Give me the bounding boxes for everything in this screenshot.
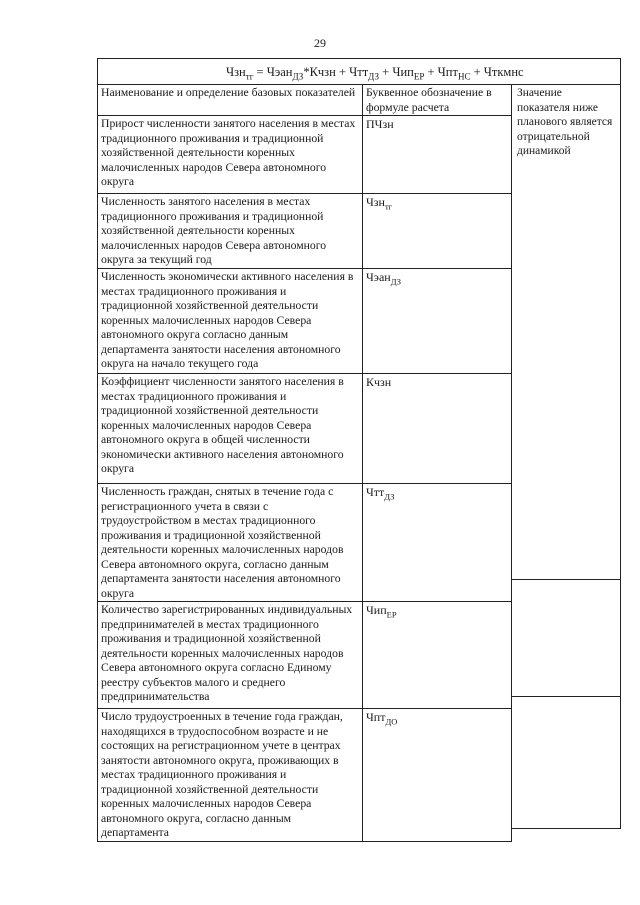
formula-term-2: *Кчзн + Чтт [303, 65, 369, 79]
table-row [98, 269, 512, 374]
indicator-symbol [363, 116, 512, 194]
symbol-sub: тг [384, 201, 393, 212]
value-cell [511, 580, 620, 697]
symbol-text: Чзн [366, 195, 385, 209]
indicators-table [97, 84, 512, 842]
formula-term-3-sub: ЕР [413, 71, 425, 82]
indicator-name: Количество зарегистрированных индивидуальных предпринимателей в местах традиционного проживания и традиционной хозяйственной деятельности коренных малочисленных народов Севера автономного округа согласно Единому реестру субъектов малого и среднего предпринимательства [98, 602, 363, 709]
indicator-name: Численность занятого населения в местах традиционного проживания и традиционной хозяйственной деятельности коренных малочисленных народов Севера автономного округа за текущий год [98, 194, 363, 269]
indicator-symbol [363, 709, 512, 842]
table-row [98, 484, 512, 602]
indicator-name: Численность граждан, снятых в течение года с регистрационного учета в связи с трудоустройством в местах традиционного проживания и традиционной хозяйственной деятельности коренных малочисленных народов Севера автономного округа, согласно данным департамента занятости населения автономного округа [98, 484, 363, 602]
symbol-sub: ЕР [386, 609, 397, 620]
indicator-name: Численность экономически активного населения в местах традиционного проживания и традиционной хозяйственной деятельности коренных малочисленных народов Севера автономного округа согласно данным департамента занятости населения автономного округа на начало текущего года [98, 269, 363, 374]
formula [97, 58, 621, 84]
symbol-text: Кчзн [366, 375, 392, 389]
header-symbol: Буквенное обозначение в формуле расчета [363, 85, 512, 116]
formula-term-4: + Чпт [424, 65, 458, 79]
table-row [98, 374, 512, 484]
symbol-text: ПЧзн [366, 117, 394, 131]
symbol-text: Чпт [366, 710, 386, 724]
formula-lhs: Чзн [226, 65, 246, 79]
value-column [511, 84, 621, 829]
header-value: Значение показателя ниже планового является отрицательной динамикой [511, 85, 620, 580]
indicator-symbol [363, 194, 512, 269]
indicator-name: Прирост численности занятого населения в местах традиционного проживания и традиционной хозяйственной деятельности коренных малочисленных народов Севера автономного округа [98, 116, 363, 194]
header-name: Наименование и определение базовых показателей [98, 85, 363, 116]
table-row [98, 194, 512, 269]
table-row [98, 709, 512, 842]
formula-term-3: + Чип [379, 65, 414, 79]
indicator-symbol [363, 602, 512, 709]
indicator-symbol [363, 484, 512, 602]
table-row [98, 602, 512, 709]
symbol-sub: ДО [385, 716, 398, 727]
indicator-name: Число трудоустроенных в течение года граждан, находящихся в трудоспособном возрасте и не состоящих на регистрационном учете в центрах занятости автономного округа, проживающих в местах традиционного проживания и традиционной хозяйственной деятельности коренных малочисленных народов Севера автономного округа, согласно данным департамента [98, 709, 363, 842]
symbol-sub: ДЗ [384, 491, 395, 502]
page-number: 29 [314, 36, 326, 50]
table-header-row [98, 85, 512, 116]
formula-term-5: + Чткмнс [470, 65, 524, 79]
indicator-name: Коэффициент численности занятого населения в местах традиционного проживания и традиционной хозяйственной деятельности коренных малочисленных народов Севера автономного округа в общей численности экономически активного населения автономного округа [98, 374, 363, 484]
symbol-sub: ДЗ [390, 276, 401, 287]
indicator-symbol [363, 269, 512, 374]
symbol-text: Чтт [366, 485, 385, 499]
symbol-text: Чэан [366, 270, 391, 284]
formula-term-2-sub: ДЗ [368, 71, 380, 82]
formula-eq: = [253, 65, 267, 79]
formula-term-4-sub: НС [457, 71, 471, 82]
formula-lhs-sub: тг [245, 71, 254, 82]
formula-term-1-sub: ДЗ [292, 71, 304, 82]
formula-term-1: Чэан [266, 65, 293, 79]
table-row [98, 116, 512, 194]
indicator-symbol [363, 374, 512, 484]
symbol-text: Чип [366, 603, 387, 617]
